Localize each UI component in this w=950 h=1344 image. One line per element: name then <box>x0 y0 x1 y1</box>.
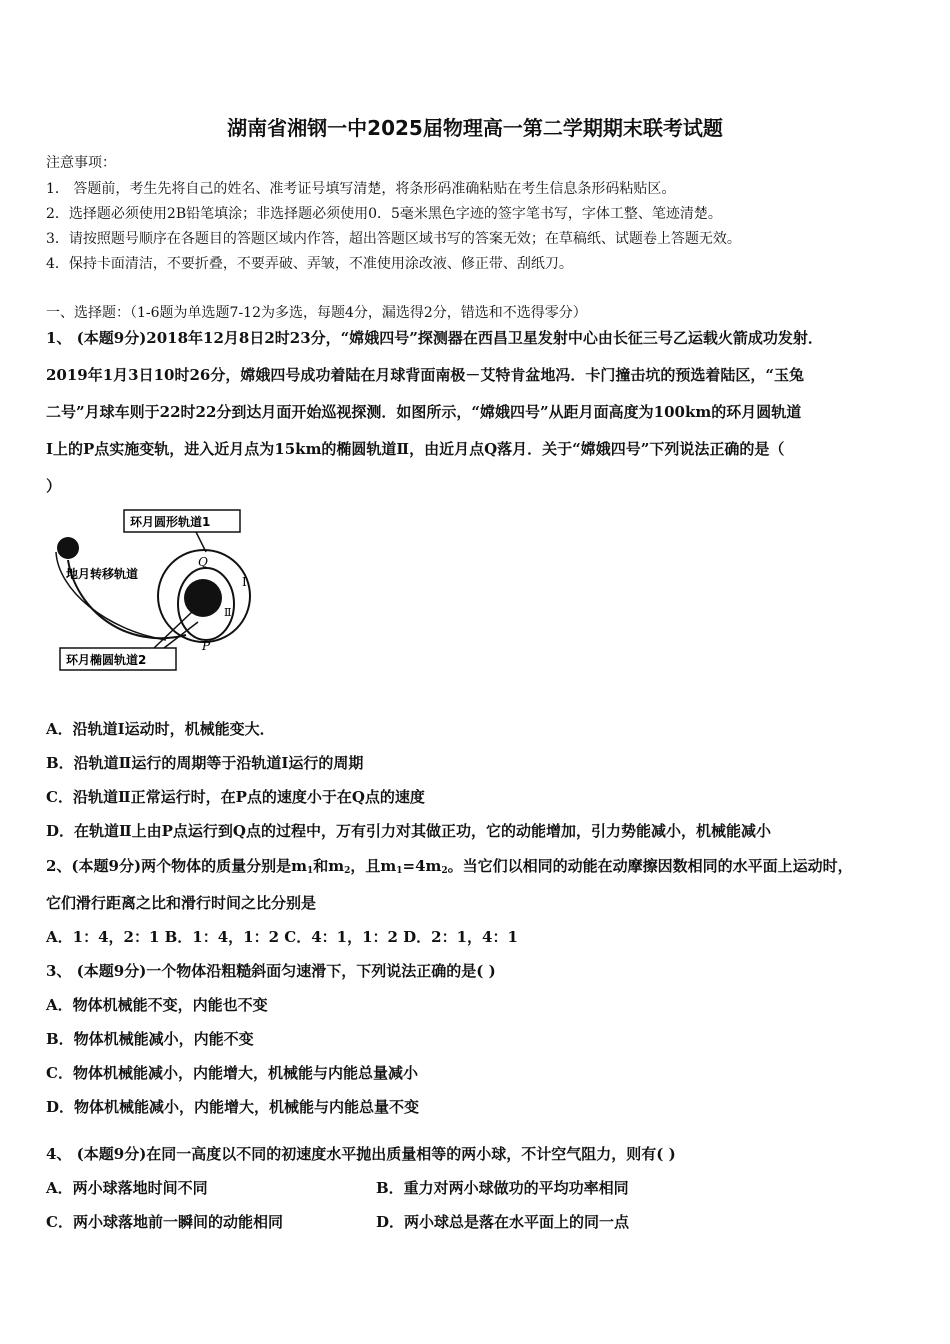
orbit-label-2: Ⅱ <box>224 606 232 619</box>
notice-item-3: 3．请按照题号顺序在各题目的答题区域内作答，超出答题区域书写的答案无效；在草稿纸、试题卷上答题无效。 <box>46 231 741 247</box>
page-title: 湖南省湘钢一中2025届物理高一第二学期期末联考试题 <box>227 116 723 140</box>
orbit-diagram <box>46 500 266 686</box>
q1-line-1: 1、 (本题9分)2018年12月8日2时23分，“嫦娥四号”探测器在西昌卫星发射中心由长征三号乙运载火箭成功发射． <box>46 329 823 347</box>
q2-line-1: 2、(本题9分)两个物体的质量分别是$m_1$和$m_2$，且$m_1=4m_2$。当它们以相同的动能在动摩擦因数相同的水平面上运动时， <box>46 857 853 876</box>
notice-heading: 注意事项： <box>46 155 116 171</box>
q1-option-c: C．沿轨道Ⅱ正常运行时，在P点的速度小于在Q点的速度 <box>46 788 425 806</box>
notice-item-1: 1． 答题前，考生先将自己的姓名、准考证号填写清楚，将条形码准确粘贴在考生信息条形码粘贴区。 <box>46 181 676 197</box>
q1-line-2: 2019年1月3日10时26分，嫦娥四号成功着陆在月球背面南极－艾特肯盆地冯．卡门撞击坑的预选着陆区，“玉兔 <box>46 366 805 384</box>
notice-item-2: 2．选择题必须使用2B铅笔填涂；非选择题必须使用0．5毫米黑色字迹的签字笔书写，字体工整、笔迹清楚。 <box>46 206 722 222</box>
q4-option-b: B．重力对两小球做功的平均功率相同 <box>376 1179 629 1197</box>
q3-stem: 3、 (本题9分)一个物体沿粗糙斜面匀速滑下，下列说法正确的是( ) <box>46 962 496 980</box>
q4-stem: 4、 (本题9分)在同一高度以不同的初速度水平抛出质量相等的两小球，不计空气阻力，则有( ) <box>46 1145 676 1163</box>
q2-options: A．1：4，2：1 B．1：4，1：2 C．4：1，1：2 D．2：1，4：1 <box>46 928 518 946</box>
q1-line-4: I上的P点实施变轨，进入近月点为15km的椭圆轨道Ⅱ，由近月点Q落月．关于“嫦娥四号”下列说法正确的是（ <box>46 440 785 458</box>
q3-option-b: B．物体机械能减小，内能不变 <box>46 1030 254 1048</box>
q1-option-d: D．在轨道Ⅱ上由P点运行到Q点的过程中，万有引力对其做正功，它的动能增加，引力势能减小，机械能减小 <box>46 822 771 840</box>
point-q: Q <box>198 555 208 569</box>
moon <box>184 579 222 617</box>
section-heading: 一、选择题：（1-6题为单选题7-12为多选，每题4分，漏选得2分，错选和不选得零分） <box>46 305 587 321</box>
q2-line-2: 它们滑行距离之比和滑行时间之比分别是 <box>46 894 317 912</box>
earth <box>57 537 79 559</box>
q4-option-c: C．两小球落地前一瞬间的动能相同 <box>46 1213 283 1231</box>
orbit-label-1: I <box>242 575 247 589</box>
q4-option-d: D．两小球总是落在水平面上的同一点 <box>376 1213 630 1231</box>
q3-option-c: C．物体机械能减小，内能增大，机械能与内能总量减小 <box>46 1064 418 1082</box>
q3-option-a: A．物体机械能不变，内能也不变 <box>46 996 268 1014</box>
q4-option-a: A．两小球落地时间不同 <box>46 1179 208 1197</box>
q1-line-5: ） <box>46 477 62 495</box>
q1-option-a: A．沿轨道I运动时，机械能变大． <box>46 720 275 738</box>
q1-option-b: B．沿轨道Ⅱ运行的周期等于沿轨道I运行的周期 <box>46 754 364 772</box>
q3-option-d: D．物体机械能减小，内能增大，机械能与内能总量不变 <box>46 1098 420 1116</box>
notice-item-4: 4．保持卡面清洁，不要折叠，不要弄破、弄皱，不准使用涂改液、修正带、刮纸刀。 <box>46 256 573 272</box>
q1-line-3: 二号”月球车则于22时22分到达月面开始巡视探测．如图所示，“嫦娥四号”从距月面高度为100km的环月圆轨道 <box>46 403 802 421</box>
transfer-orbit-curve <box>56 552 166 640</box>
label-circular: 环月圆形轨道1 <box>130 515 211 529</box>
label-transfer: 地月转移轨道 <box>66 567 139 581</box>
label-elliptical: 环月椭圆轨道2 <box>66 653 147 667</box>
point-p: P <box>202 639 211 653</box>
